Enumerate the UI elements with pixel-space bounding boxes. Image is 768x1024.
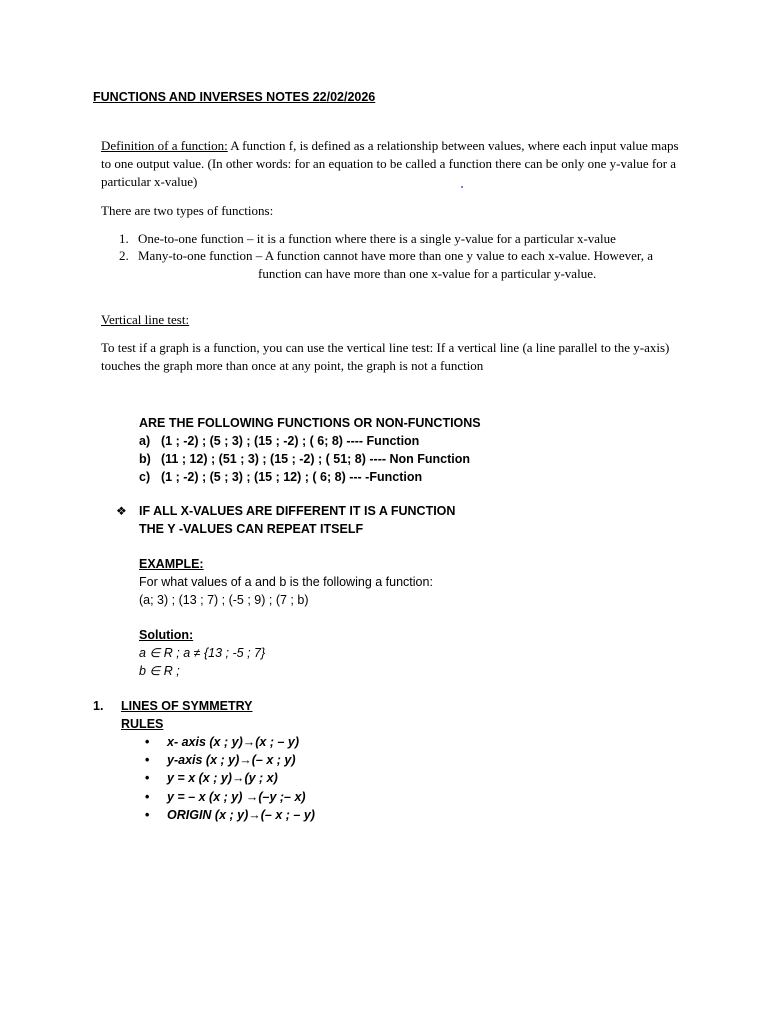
question-item-a-label: a) xyxy=(139,434,151,448)
symmetry-rule-y-equals-x: y = x (x ; y)→(y ; x) xyxy=(167,771,278,785)
bullet-icon: • xyxy=(145,771,150,785)
question-item-c: (1 ; -2) ; (5 ; 3) ; (15 ; 12) ; ( 6; 8) --- -Function xyxy=(161,470,423,484)
rule-line-1: IF ALL X-VALUES ARE DIFFERENT IT IS A FUNCTION xyxy=(139,504,456,518)
bullet-icon: • xyxy=(145,808,150,822)
symmetry-rule-y-axis: y-axis (x ; y)→(– x ; y) xyxy=(167,753,296,767)
symmetry-num: 1. xyxy=(93,699,104,713)
definition-text-1: A function f, is defined as a relationship between values, where each input value maps xyxy=(227,138,679,153)
example-text-2: (a; 3) ; (13 ; 7) ; (-5 ; 9) ; (7 ; b) xyxy=(139,593,309,607)
bullet-icon: • xyxy=(145,735,150,749)
symmetry-rule-x-axis: x- axis (x ; y)→(x ; – y) xyxy=(167,735,299,749)
question-item-a: (1 ; -2) ; (5 ; 3) ; (15 ; -2) ; ( 6; 8) ---- Function xyxy=(161,434,420,448)
definition-text-3: particular x-value) xyxy=(101,174,198,189)
diamond-bullet-icon: ❖ xyxy=(116,504,127,518)
symmetry-heading: LINES OF SYMMETRY xyxy=(121,699,253,713)
question-item-c-label: c) xyxy=(139,470,151,484)
stray-mark xyxy=(461,186,463,188)
rule-line-2: THE Y -VALUES CAN REPEAT ITSELF xyxy=(139,522,364,536)
question-heading: ARE THE FOLLOWING FUNCTIONS OR NON-FUNCTIONS xyxy=(139,416,481,430)
example-text-1: For what values of a and b is the following a function: xyxy=(139,575,433,589)
solution-line-1: a ∈ R ; a ≠ {13 ; -5 ; 7} xyxy=(139,646,266,660)
vlt-heading: Vertical line test: xyxy=(101,312,190,327)
type-item-2-cont: function can have more than one x-value for a particular y-value. xyxy=(258,266,597,281)
type-item-2-num: 2. xyxy=(119,248,129,263)
type-item-1-text: One-to-one function – it is a function where there is a single y-value for a particular x-value xyxy=(138,231,616,246)
type-item-2-text: Many-to-one function – A function cannot have more than one y value to each x-value. However, a xyxy=(138,248,653,263)
symmetry-rule-origin: ORIGIN (x ; y)→(– x ; – y) xyxy=(167,808,315,822)
question-item-b-label: b) xyxy=(139,452,151,466)
symmetry-rule-y-equals-minus-x: y = – x (x ; y) →(–y ;– x) xyxy=(167,790,306,804)
definition-text-2: to one output value. (In other words: for an equation to be called a function there can be only one y-value for a xyxy=(101,156,677,171)
types-intro: There are two types of functions: xyxy=(101,203,274,218)
definition-heading: Definition of a function: xyxy=(101,138,228,153)
definition-line-1 xyxy=(101,137,679,155)
solution-line-2: b ∈ R ; xyxy=(139,664,180,678)
page-title: FUNCTIONS AND INVERSES NOTES 22/02/2026 xyxy=(93,90,376,104)
vlt-text-1: To test if a graph is a function, you can use the vertical line test: If a vertical line (a line parallel to the y-axis) xyxy=(101,340,670,355)
solution-heading: Solution: xyxy=(139,628,194,642)
example-heading: EXAMPLE: xyxy=(139,557,204,571)
question-item-b: (11 ; 12) ; (51 ; 3) ; (15 ; -2) ; ( 51; 8) ---- Non Function xyxy=(161,452,471,466)
rules-subheading: RULES xyxy=(121,717,164,731)
vlt-text-2: touches the graph more than once at any point, the graph is not a function xyxy=(101,358,484,373)
bullet-icon: • xyxy=(145,790,150,804)
bullet-icon: • xyxy=(145,753,150,767)
type-item-1-num: 1. xyxy=(119,231,129,246)
